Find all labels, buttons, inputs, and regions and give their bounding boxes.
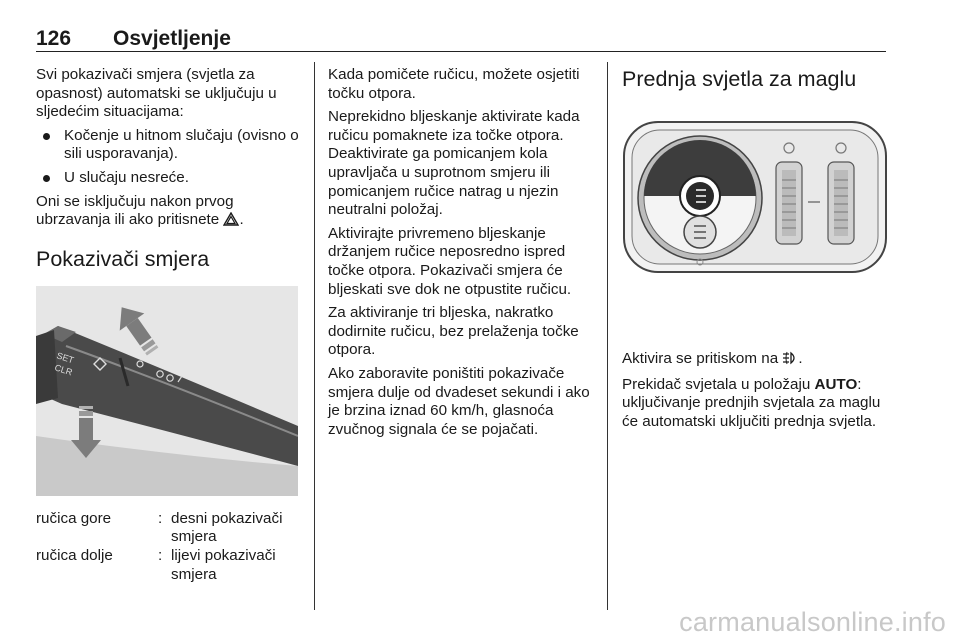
definition-separator: : xyxy=(158,546,163,564)
fog-activate-paragraph xyxy=(622,350,888,371)
definition-description: desni pokazivači smjera xyxy=(171,509,283,546)
paragraph: Ako zaboravite poništiti pokazivače smjera dulje od dvadeset sekundi i ako je brzina iznad 60 km/h, glasnoća zvučnog signala će se pojačati. xyxy=(328,364,590,438)
bullet-text: U slučaju nesreće. xyxy=(64,168,189,186)
definition-separator: : xyxy=(158,509,163,527)
watermark: carmanualsonline.info xyxy=(679,607,946,637)
table-row xyxy=(36,547,301,584)
light-switch-illustration xyxy=(622,110,888,310)
hazard-paragraph-end: . xyxy=(239,211,244,229)
fog-light-switch-figure xyxy=(622,110,888,310)
front-fog-light-icon xyxy=(782,351,798,371)
list-item xyxy=(36,169,301,188)
paragraph: Kada pomičete ručicu, možete osjetiti točku otpora. xyxy=(328,66,580,102)
hazard-paragraph xyxy=(36,193,301,232)
fog-auto-pre: Prekidač svjetala u položaju xyxy=(622,375,811,393)
svg-text:CLR: CLR xyxy=(53,362,74,378)
bullet-list xyxy=(36,127,301,188)
bullet-icon xyxy=(43,133,50,140)
page-header xyxy=(36,26,886,52)
section-title-turn-signals: Pokazivači smjera xyxy=(36,246,210,271)
fog-auto-paragraph xyxy=(622,376,888,432)
page-number: 126 xyxy=(36,27,72,50)
lever-illustration xyxy=(36,286,298,496)
intro-paragraph: Svi pokazivači smjera (svjetla za opasnost) automatski se uključuju u sljedećim situacijama: xyxy=(36,66,277,121)
definition-term: ručica dolje xyxy=(36,546,113,564)
paragraph: Za aktiviranje tri bljeska, nakratko dodirnite ručicu, bez prelaženja točke otpora. xyxy=(328,304,579,359)
section-title-fog-lights: Prednja svjetla za maglu xyxy=(622,67,857,91)
definition-term: ručica gore xyxy=(36,509,112,527)
auto-mode-label: AUTO xyxy=(814,375,858,393)
bullet-icon xyxy=(43,175,50,182)
fog-activate-text: Aktivira se pritiskom na xyxy=(622,350,779,367)
column-1 xyxy=(36,66,301,584)
column-2 xyxy=(328,66,594,444)
column-divider-2 xyxy=(607,62,608,610)
page-title: Osvjetljenje xyxy=(113,27,231,50)
definition-table xyxy=(36,510,301,584)
hazard-warning-icon xyxy=(223,212,239,232)
paragraph: Aktivirajte privremeno bljeskanje držanjem ručice neposredno ispred točke otpora. Pokazivači smjera će bljeskati sve dok ne otpustite ručicu. xyxy=(328,224,572,298)
column-divider-1 xyxy=(314,62,315,610)
fog-activate-end: . xyxy=(798,350,803,367)
turn-signal-lever-figure xyxy=(36,286,298,496)
fog-auto-post: : uključivanje prednjih svjetala za maglu će automatski uključiti prednja svjetla. xyxy=(622,375,881,430)
paragraph: Neprekidno bljeskanje aktivirate kada ručicu pomaknete iza točke otpora. Deaktivirate ga pomicanjem kola upravljača u suprotnom smjeru ili pomicanjem ručice natrag u njezin neutralni položaj. xyxy=(328,108,580,219)
list-item xyxy=(36,127,301,164)
table-row xyxy=(36,510,301,547)
bullet-text: Kočenje u hitnom slučaju (ovisno o sili usporavanja). xyxy=(64,126,299,163)
definition-description: lijevi pokazivači smjera xyxy=(171,546,276,583)
column-3 xyxy=(622,66,888,436)
svg-text:SET: SET xyxy=(55,350,76,366)
hazard-paragraph-text: Oni se isključuju nakon prvog ubrzavanja ili ako pritisnete xyxy=(36,192,234,229)
header-rule xyxy=(36,51,886,52)
